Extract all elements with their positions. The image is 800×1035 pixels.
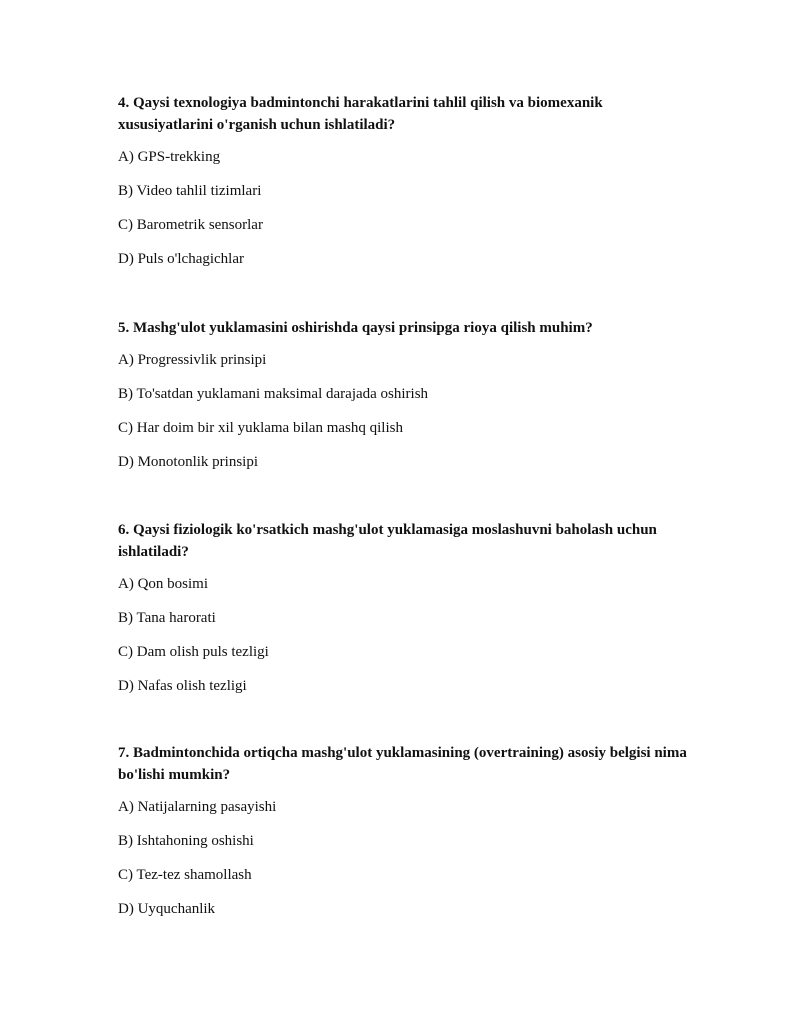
option-c: C) Dam olish puls tezligi	[118, 644, 269, 660]
question-text: 7. Badmintonchida ortiqcha mashg'ulot yuklamasining (overtraining) asosiy belgisi nima bo'lishi mumkin?	[118, 745, 687, 783]
question-5	[118, 317, 698, 470]
option-d: D) Nafas olish tezligi	[118, 678, 247, 694]
option-b: B) Ishtahoning oshishi	[118, 833, 254, 849]
question-text: 6. Qaysi fiziologik ko'rsatkich mashg'ulot yuklamasiga moslashuvni baholash uchun ishlatiladi?	[118, 522, 657, 560]
option-c: C) Tez-tez shamollash	[118, 867, 252, 883]
option-d: D) Puls o'lchagichlar	[118, 251, 245, 267]
option-a: A) Progressivlik prinsipi	[118, 352, 267, 368]
option-d: D) Monotonlik prinsipi	[118, 454, 259, 470]
option-a: A) Qon bosimi	[118, 576, 208, 592]
option-d: D) Uyquchanlik	[118, 901, 216, 917]
question-4	[118, 92, 698, 267]
option-a: A) Natijalarning pasayishi	[118, 799, 277, 815]
question-text: 5. Mashg'ulot yuklamasini oshirishda qaysi prinsipga rioya qilish muhim?	[118, 320, 593, 336]
option-c: C) Har doim bir xil yuklama bilan mashq qilish	[118, 420, 403, 436]
question-text: 4. Qaysi texnologiya badmintonchi harakatlarini tahlil qilish va biomexanik xususiyatlarini o'rganish uchun ishlatiladi?	[118, 95, 603, 133]
option-b: B) Tana harorati	[118, 610, 216, 626]
question-6	[118, 519, 698, 694]
option-b: B) To'satdan yuklamani maksimal darajada oshirish	[118, 386, 429, 402]
option-a: A) GPS-trekking	[118, 149, 221, 165]
question-7	[118, 742, 698, 917]
option-c: C) Barometrik sensorlar	[118, 217, 263, 233]
option-b: B) Video tahlil tizimlari	[118, 183, 262, 199]
